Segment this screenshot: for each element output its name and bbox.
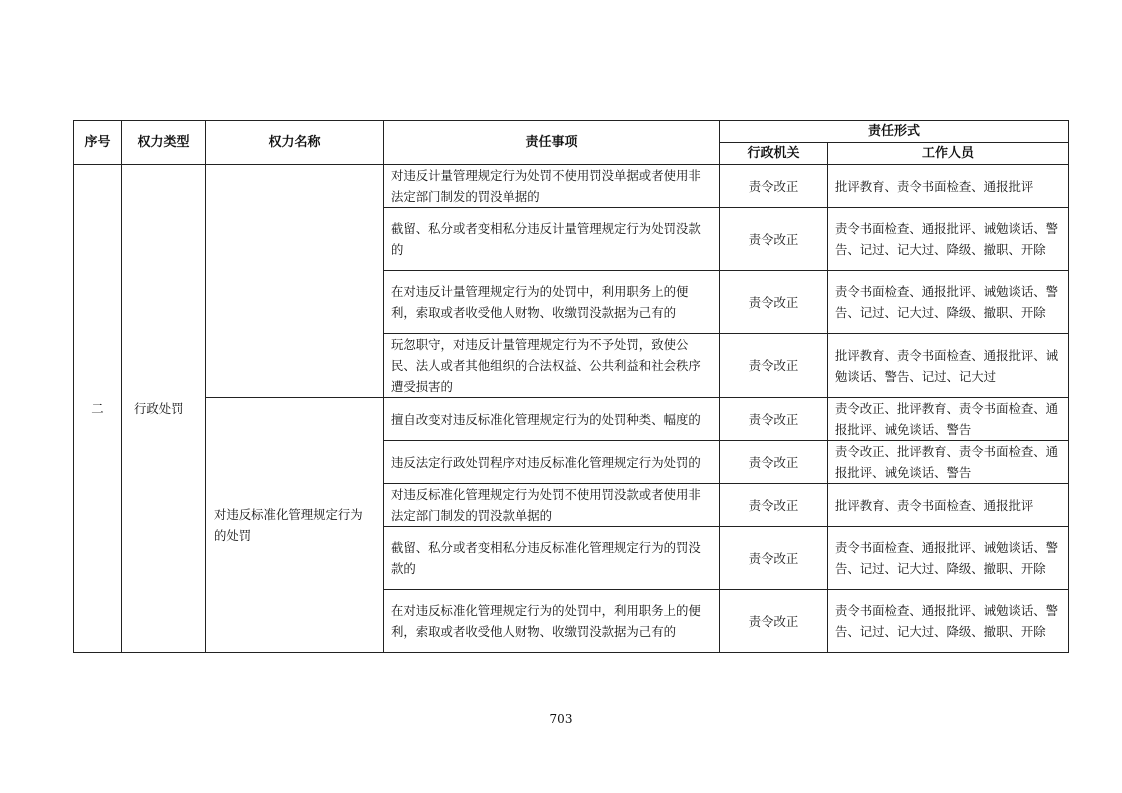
cell-staff: 责令书面检查、通报批评、诫勉谈话、警告、记过、记大过、降级、撤职、开除 [828, 208, 1069, 271]
cell-org: 责令改正 [720, 208, 828, 271]
cell-org: 责令改正 [720, 527, 828, 590]
cell-org: 责令改正 [720, 398, 828, 441]
cell-staff: 责令书面检查、通报批评、诫勉谈话、警告、记过、记大过、降级、撤职、开除 [828, 527, 1069, 590]
page-number: 703 [549, 712, 573, 726]
header-org: 行政机关 [720, 143, 828, 165]
cell-matter: 对违反标准化管理规定行为处罚不使用罚没款或者使用非法定部门制发的罚没款单据的 [384, 484, 720, 527]
cell-staff: 责令改正、批评教育、责令书面检查、通报批评、诫免谈话、警告 [828, 441, 1069, 484]
header-seq: 序号 [74, 121, 122, 165]
header-staff: 工作人员 [828, 143, 1069, 165]
cell-matter: 玩忽职守，对违反计量管理规定行为不予处罚，致使公民、法人或者其他组织的合法权益、公共利益和社会秩序遭受损害的 [384, 334, 720, 398]
cell-staff: 批评教育、责令书面检查、通报批评 [828, 165, 1069, 208]
cell-org: 责令改正 [720, 334, 828, 398]
header-power-type: 权力类型 [122, 121, 206, 165]
cell-staff: 责令书面检查、通报批评、诫勉谈话、警告、记过、记大过、降级、撤职、开除 [828, 271, 1069, 334]
cell-matter: 截留、私分或者变相私分违反计量管理规定行为处罚没款的 [384, 208, 720, 271]
cell-org: 责令改正 [720, 165, 828, 208]
responsibility-table [73, 120, 1069, 653]
cell-matter: 对违反计量管理规定行为处罚不使用罚没单据或者使用非法定部门制发的罚没单据的 [384, 165, 720, 208]
cell-org: 责令改正 [720, 441, 828, 484]
cell-matter: 在对违反计量管理规定行为的处罚中，利用职务上的便利，索取或者收受他人财物、收缴罚没款据为己有的 [384, 271, 720, 334]
cell-power-type: 行政处罚 [122, 165, 206, 653]
cell-power-name-b: 对违反标准化管理规定行为的处罚 [206, 398, 384, 653]
cell-seq: 二 [74, 165, 122, 653]
cell-matter: 擅自改变对违反标准化管理规定行为的处罚种类、幅度的 [384, 398, 720, 441]
header-matter: 责任事项 [384, 121, 720, 165]
cell-power-name-a [206, 165, 384, 398]
header-form: 责任形式 [720, 121, 1069, 143]
cell-staff: 批评教育、责令书面检查、通报批评 [828, 484, 1069, 527]
table-row [74, 165, 1069, 208]
table-row [74, 398, 1069, 441]
cell-staff: 责令改正、批评教育、责令书面检查、通报批评、诫免谈话、警告 [828, 398, 1069, 441]
cell-org: 责令改正 [720, 484, 828, 527]
cell-matter: 在对违反标准化管理规定行为的处罚中，利用职务上的便利，索取或者收受他人财物、收缴罚没款据为己有的 [384, 590, 720, 653]
cell-matter: 违反法定行政处罚程序对违反标准化管理规定行为处罚的 [384, 441, 720, 484]
cell-matter: 截留、私分或者变相私分违反标准化管理规定行为的罚没款的 [384, 527, 720, 590]
cell-org: 责令改正 [720, 590, 828, 653]
cell-org: 责令改正 [720, 271, 828, 334]
cell-staff: 责令书面检查、通报批评、诫勉谈话、警告、记过、记大过、降级、撤职、开除 [828, 590, 1069, 653]
header-power-name: 权力名称 [206, 121, 384, 165]
cell-staff: 批评教育、责令书面检查、通报批评、诫勉谈话、警告、记过、记大过 [828, 334, 1069, 398]
